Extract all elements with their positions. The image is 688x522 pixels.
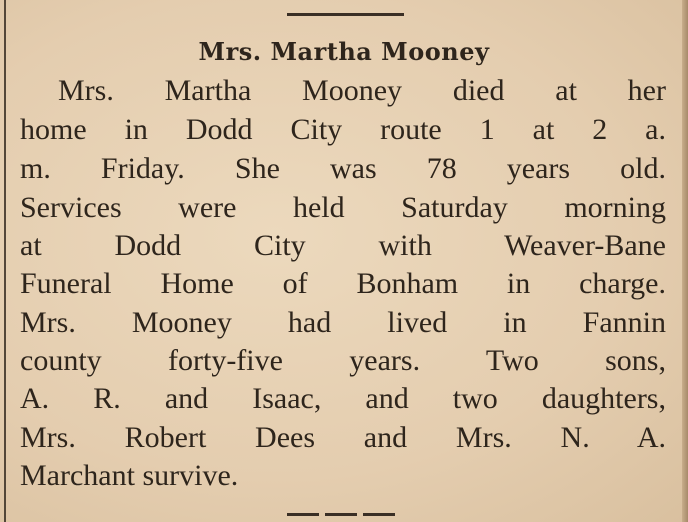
obituary-line-4: Services were held Saturday morning: [20, 191, 666, 224]
obituary-line-9: A. R. and Isaac, and two daughters,: [20, 382, 666, 415]
obituary-line-3: m. Friday. She was 78 years old.: [20, 152, 666, 185]
obituary-line-5: at Dodd City with Weaver-Bane: [20, 229, 666, 262]
left-border-rule: [4, 0, 6, 522]
obituary-line-7: Mrs. Mooney had lived in Fannin: [20, 306, 666, 339]
obituary-line-1: Mrs. Martha Mooney died at her: [58, 74, 666, 107]
obituary-line-8: county forty-five years. Two sons,: [20, 344, 666, 377]
obituary-headline: Mrs. Martha Mooney: [198, 37, 490, 66]
bottom-divider-rule: [287, 513, 397, 516]
obituary-line-6: Funeral Home of Bonham in charge.: [20, 267, 666, 300]
right-edge-shadow: [682, 0, 688, 522]
obituary-line-10: Mrs. Robert Dees and Mrs. N. A.: [20, 421, 666, 454]
obituary-line-2: home in Dodd City route 1 at 2 a.: [20, 113, 666, 146]
obituary-line-11: Marchant survive.: [20, 459, 239, 492]
top-divider-rule: [287, 13, 404, 16]
